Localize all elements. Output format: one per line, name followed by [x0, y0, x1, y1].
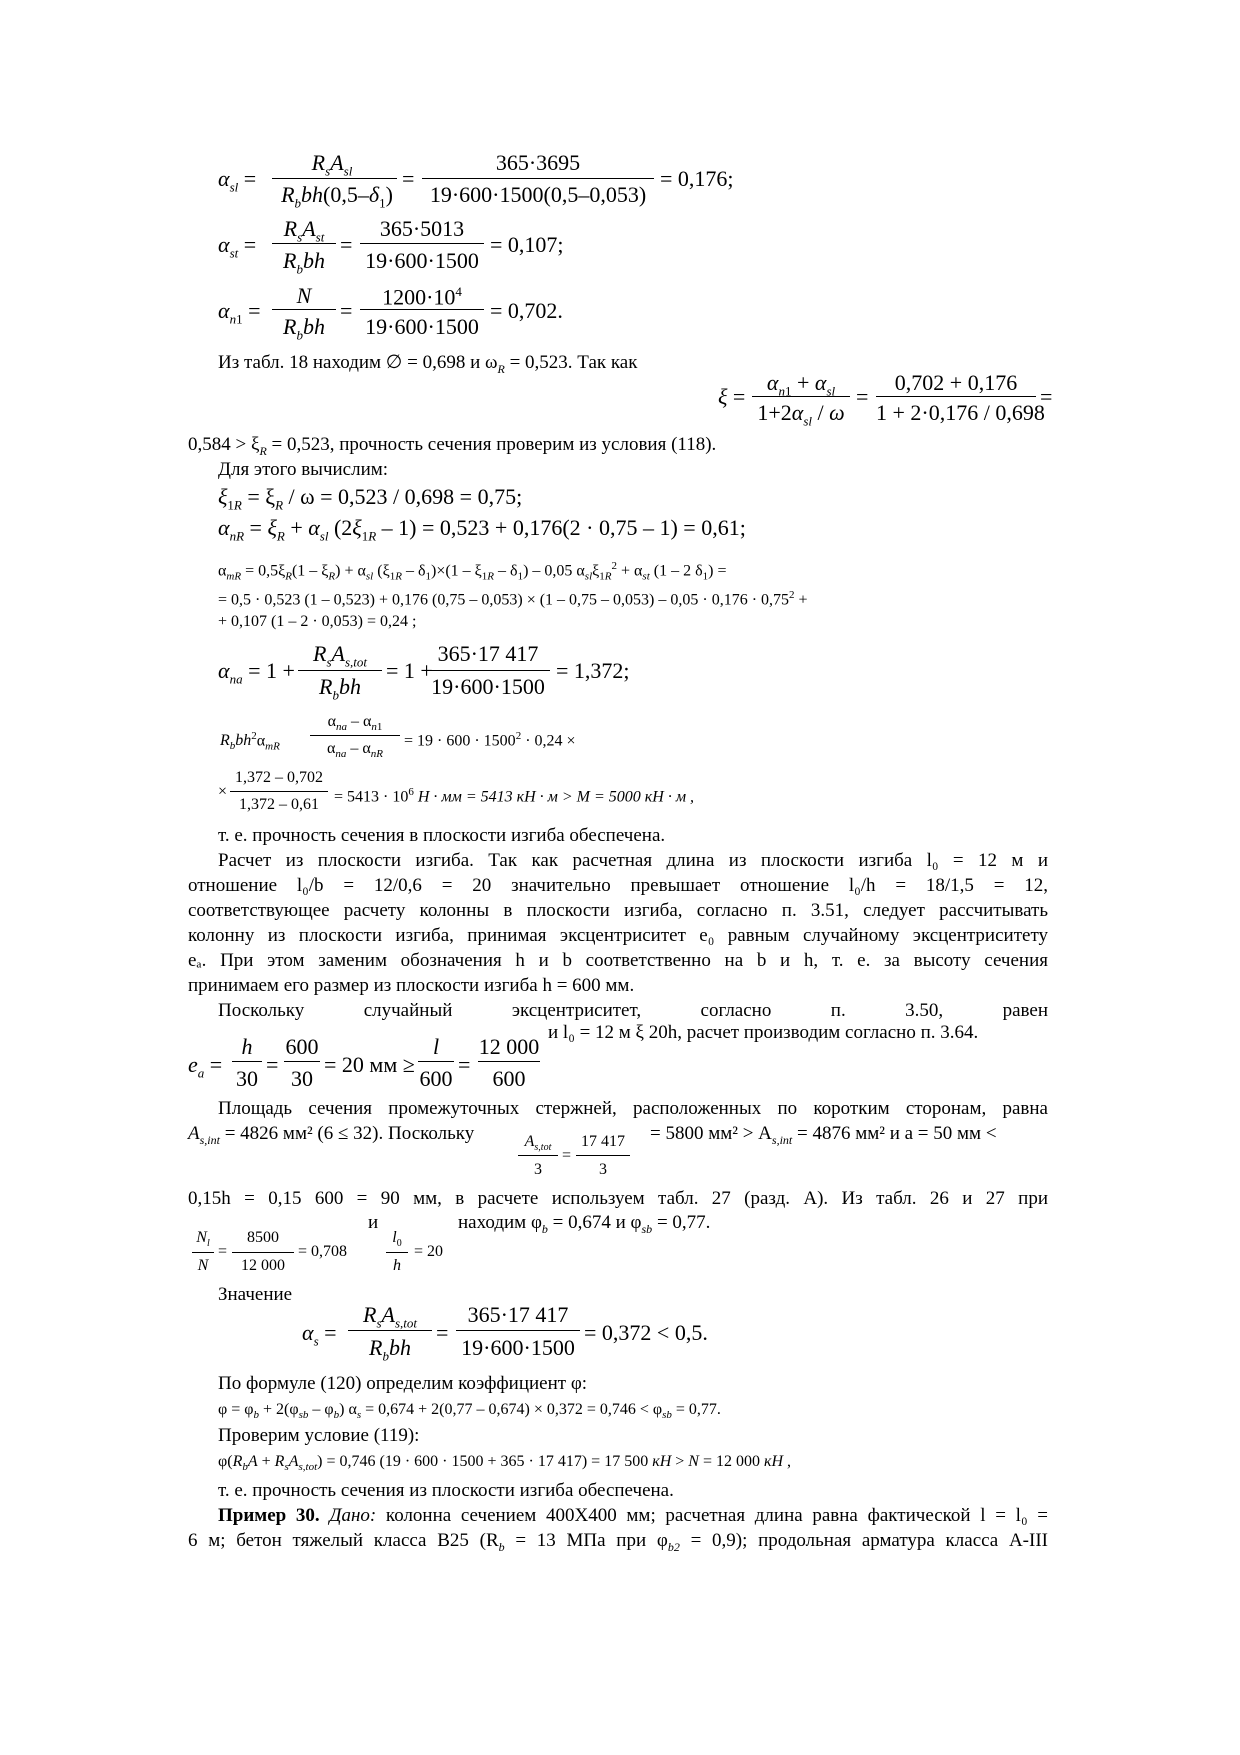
para-0584: $0,584 > \xi_R = 0,523$, прочность сечения проверим из условия (118). [188, 434, 717, 458]
alpha-st-den2: 19·600·1500 [365, 248, 479, 273]
eq-ana-res: = 1,372; [556, 658, 630, 683]
alpha-st-num2: 365·5013 [379, 216, 465, 241]
para-out-of-plane-3: соответствующее расчету колонны в плоскости изгиба, согласно п. 3.51, следует рассчитывать [188, 900, 1048, 921]
xi-den2: 1 + 2·0,176 / 0,698 [876, 400, 1045, 425]
as3-num: $A_{s,tot}$ [524, 1133, 552, 1154]
as-num2: 365·17 417 [467, 1302, 569, 1327]
alpha-st-den: $R_bbh$ [283, 248, 325, 277]
as3-den2: 3 [599, 1161, 607, 1178]
para-phi-formula: По формуле (120) определим коэффициент φ: [218, 1373, 588, 1394]
ea-eq1: = [266, 1052, 279, 1077]
alpha-st-num: $R_sA_{st}$ [283, 216, 325, 245]
ea-num2: 600 [285, 1034, 319, 1059]
eq-anR: $\alpha_{nR} = \xi_R + \alpha_{sl}$ $(2\xi_{1R} - 1) = 0,523 + 0,176(2 \cdot 0,75 - 1) = 0,61$; [218, 515, 746, 544]
para-ok1: т. е. прочность сечения в плоскости изгиба обеспечена. [218, 825, 666, 846]
alpha-st-result: = 0,107; [490, 232, 564, 257]
alpha-n1-eq: = [340, 298, 353, 323]
nl-den: N [197, 1257, 209, 1274]
eq-m-lhs: $R_bbh^2\alpha_{mR}$ [220, 730, 280, 753]
alpha-n1-den2: 19·600·1500 [365, 314, 479, 339]
eq-ana-mid: = 1 + [386, 658, 433, 683]
eq-m2-den: 1,372 – 0,61 [239, 796, 319, 813]
xi-num: $\alpha_{n1} + \alpha_{sl}$ [766, 370, 836, 399]
eq-m-rhs: = $19 \cdot 600 \cdot 1500^2 \cdot 0,24$ × [404, 730, 576, 750]
alpha-sl-den: $R_bbh(0,5-\delta_1)$ [281, 182, 393, 211]
ea-den2: 30 [291, 1066, 313, 1091]
as-den: $R_bbh$ [369, 1335, 411, 1364]
eq-m-num: $\alpha_{na} - \alpha_{n1}$ [327, 713, 383, 734]
alpha-sl-result: = 0,176; [660, 166, 734, 191]
para-random-ecc: Поскольку случайный эксцентриситет, согласно п. 3.50, равен [218, 1000, 1048, 1021]
eq-ana-den2: 19·600·1500 [431, 674, 545, 699]
para-calc: Для этого вычислим: [218, 459, 389, 480]
eq-ana-num: $R_sA_{s,tot}$ [312, 641, 367, 670]
as3-den: 3 [534, 1161, 542, 1178]
ea-den4: 600 [492, 1066, 526, 1091]
ea-num3: l [432, 1034, 440, 1059]
alpha-sl-den2: 19·600·1500(0,5–0,053) [429, 182, 647, 207]
ea-den3: 600 [419, 1066, 453, 1091]
para-area-1: Площадь сечения промежуточных стержней, расположенных по коротким сторонам, равна [218, 1098, 1048, 1119]
para-out-of-plane-1: Расчет из плоскости изгиба. Так как расчетная длина из плоскости изгиба l₀ = 12 м и [218, 850, 1048, 871]
para-value: Значение [218, 1284, 293, 1305]
eq-amR-line2: = 0,5 · 0,523 (1 – 0,523) + 0,176 $(0,75 - 0,053) \times (1 - 0,75 - 0,053) - 0,05 \cdot 0,176 \cdot 0,75^2$ + [218, 589, 808, 609]
para-example30-2: 6 м; бетон тяжелый класса B25 ($R_b = 13$ МПа при $\varphi_{b2} = 0,9$); продольная арматура класса A-III [188, 1530, 1048, 1554]
alpha-n1-lhs: $\alpha_{n1}$ = [218, 298, 261, 327]
lh-den: h [393, 1257, 401, 1274]
para-out-of-plane-4: колонну из плоскости изгиба, принимая эксцентриситет e₀ равным случайному эксцентриситету [188, 925, 1048, 946]
alpha-sl-eq: = [402, 166, 415, 191]
alpha-n1-num2: $1200\cdot 10^4$ [382, 284, 462, 310]
eq-119: $\varphi(R_bA + R_sA_{s,tot}) = 0,746$ (19 · 600 · 1500 + 365 · 17 417) = 17 500 кН > N = 12 000 кН , [218, 1453, 792, 1474]
eq-m2-times: × [218, 783, 228, 800]
alpha-n1-den: $R_bbh$ [283, 314, 325, 343]
nl-den2: 12 000 [241, 1257, 285, 1274]
as-eq: = [436, 1320, 449, 1345]
para-random-ecc-2: и l₀ = 12 м ξ 20h, расчет производим согласно п. 3.64. [548, 1022, 979, 1043]
ea-num1: h [241, 1034, 253, 1059]
eq-ana-num2: 365·17 417 [437, 641, 539, 666]
ea-eq3: = [458, 1052, 471, 1077]
ea-num4: 12 000 [478, 1034, 540, 1059]
eq-ana-den: $R_bbh$ [319, 674, 361, 703]
as-num: $R_sA_{s,tot}$ [362, 1302, 417, 1331]
ea-den1: 30 [236, 1066, 258, 1091]
para-out-of-plane-6: принимаем его размер из плоскости изгиба h = 600 мм. [188, 975, 635, 996]
alpha-n1-num: N [296, 283, 312, 308]
as3-eq: = [562, 1147, 572, 1164]
eq-ana-lhs: $\alpha_{na} = 1$ + [218, 658, 295, 687]
as-lhs: $\alpha_s$ = [302, 1320, 337, 1349]
eq-xi1R: $\xi_{1R} = \xi_R / \omega = 0,523 / 0,698 = 0,75$; [218, 484, 523, 513]
as-res: = 0,372 < 0,5. [584, 1320, 708, 1345]
alpha-st-lhs: $\alpha_{st}$ = [218, 232, 257, 261]
para-area-2: $A_{s,int} = 4826$ мм² (6 ≤ 32). Поскольку [188, 1123, 475, 1147]
alpha-sl-num2: 365·3695 [495, 150, 581, 175]
para-area-3: = 5800 $мм^2 > A_{s,int} = 4876$ мм² и a = 50 мм < [650, 1123, 997, 1147]
para-check-119: Проверим условие (119): [218, 1425, 420, 1446]
ea-mid: = 20 мм ≥ [324, 1052, 415, 1077]
para-example30: Пример 30. Дано: колонна сечением 400Х400 мм; расчетная длина равна фактической l = l₀ = [218, 1505, 1048, 1526]
eq-m2-rhs: = $5413 \cdot 10^6$ Н · мм = 5413 кН · м > М = 5000 кН · м , [334, 786, 695, 806]
lh-num: $l_0$ [392, 1229, 402, 1250]
para-and: и [368, 1212, 379, 1233]
para-ok2: т. е. прочность сечения из плоскости изгиба обеспечена. [218, 1480, 674, 1501]
alpha-n1-result: = 0,702. [490, 298, 563, 323]
para-phi-found: находим $\varphi_b = 0,674$ и $\varphi_{sb} = 0,77$. [458, 1212, 711, 1236]
xi-trailing-eq: = [1040, 384, 1053, 409]
para-out-of-plane-5: eₐ. При этом заменим обозначения h и b соответственно на b и h, т. е. за высоту сечения [188, 950, 1048, 971]
para-015h: 0,15h = 0,15 600 = 90 мм, в расчете используем табл. 27 (разд. А). Из табл. 26 и 27 при [188, 1188, 1048, 1209]
nl-num2: 8500 [247, 1229, 279, 1246]
xi-lhs: ξ = [718, 384, 746, 409]
para-out-of-plane-2: отношение l₀/b = 12/0,6 = 20 значительно превышает отношение l₀/h = 18/1,5 = 12, [188, 875, 1048, 896]
alpha-st-eq: = [340, 232, 353, 257]
xi-den: $1+2\alpha_{sl} / \omega$ [757, 400, 845, 429]
xi-num2: 0,702 + 0,176 [894, 370, 1018, 395]
xi-eq: = [856, 384, 869, 409]
alpha-sl-lhs: $\alpha_{sl}$ = [218, 166, 257, 195]
nl-num: $N_l$ [196, 1229, 210, 1250]
nl-res: = 0,708 [298, 1243, 348, 1260]
eq-phi: $\varphi = \varphi_b + 2(\varphi_{sb} - \varphi_b) \alpha_s = 0,674 + 2(0,77 - 0,674) \times 0,372 = 0,746 < \varphi_{sb} = 0,77$. [218, 1401, 721, 1422]
para-table18: Из табл. 18 находим ∅ = 0,698 и $\omega_R = 0,523$. Так как [218, 352, 638, 376]
as3-num2: 17 417 [581, 1133, 625, 1150]
eq-m-den: $\alpha_{na} - \alpha_{nR}$ [326, 740, 383, 761]
eq-amR-line3: + 0,107 (1 – 2 · 0,053) = 0,24 ; [218, 613, 417, 630]
alpha-sl-num: $R_sA_{sl}$ [311, 150, 353, 179]
eq-amR-line1: $\alpha_{mR} = 0,5\xi_R(1 - \xi_R) + \alpha_{sl}$ $(\xi_{1R} - \delta_1)\times(1 - \xi_{1R} - \delta_1) - 0,05$ $\alpha_{sl}\xi_{1R}^2 + \alpha_{st}$ (1 – 2 $\delta_1$) = [218, 560, 727, 583]
as-den2: 19·600·1500 [461, 1335, 575, 1360]
nl-eq: = [218, 1243, 228, 1260]
ea-lhs: $e_a$ = [188, 1052, 223, 1081]
lh-res: = 20 [414, 1243, 444, 1260]
eq-m2-num: 1,372 – 0,702 [235, 769, 323, 786]
